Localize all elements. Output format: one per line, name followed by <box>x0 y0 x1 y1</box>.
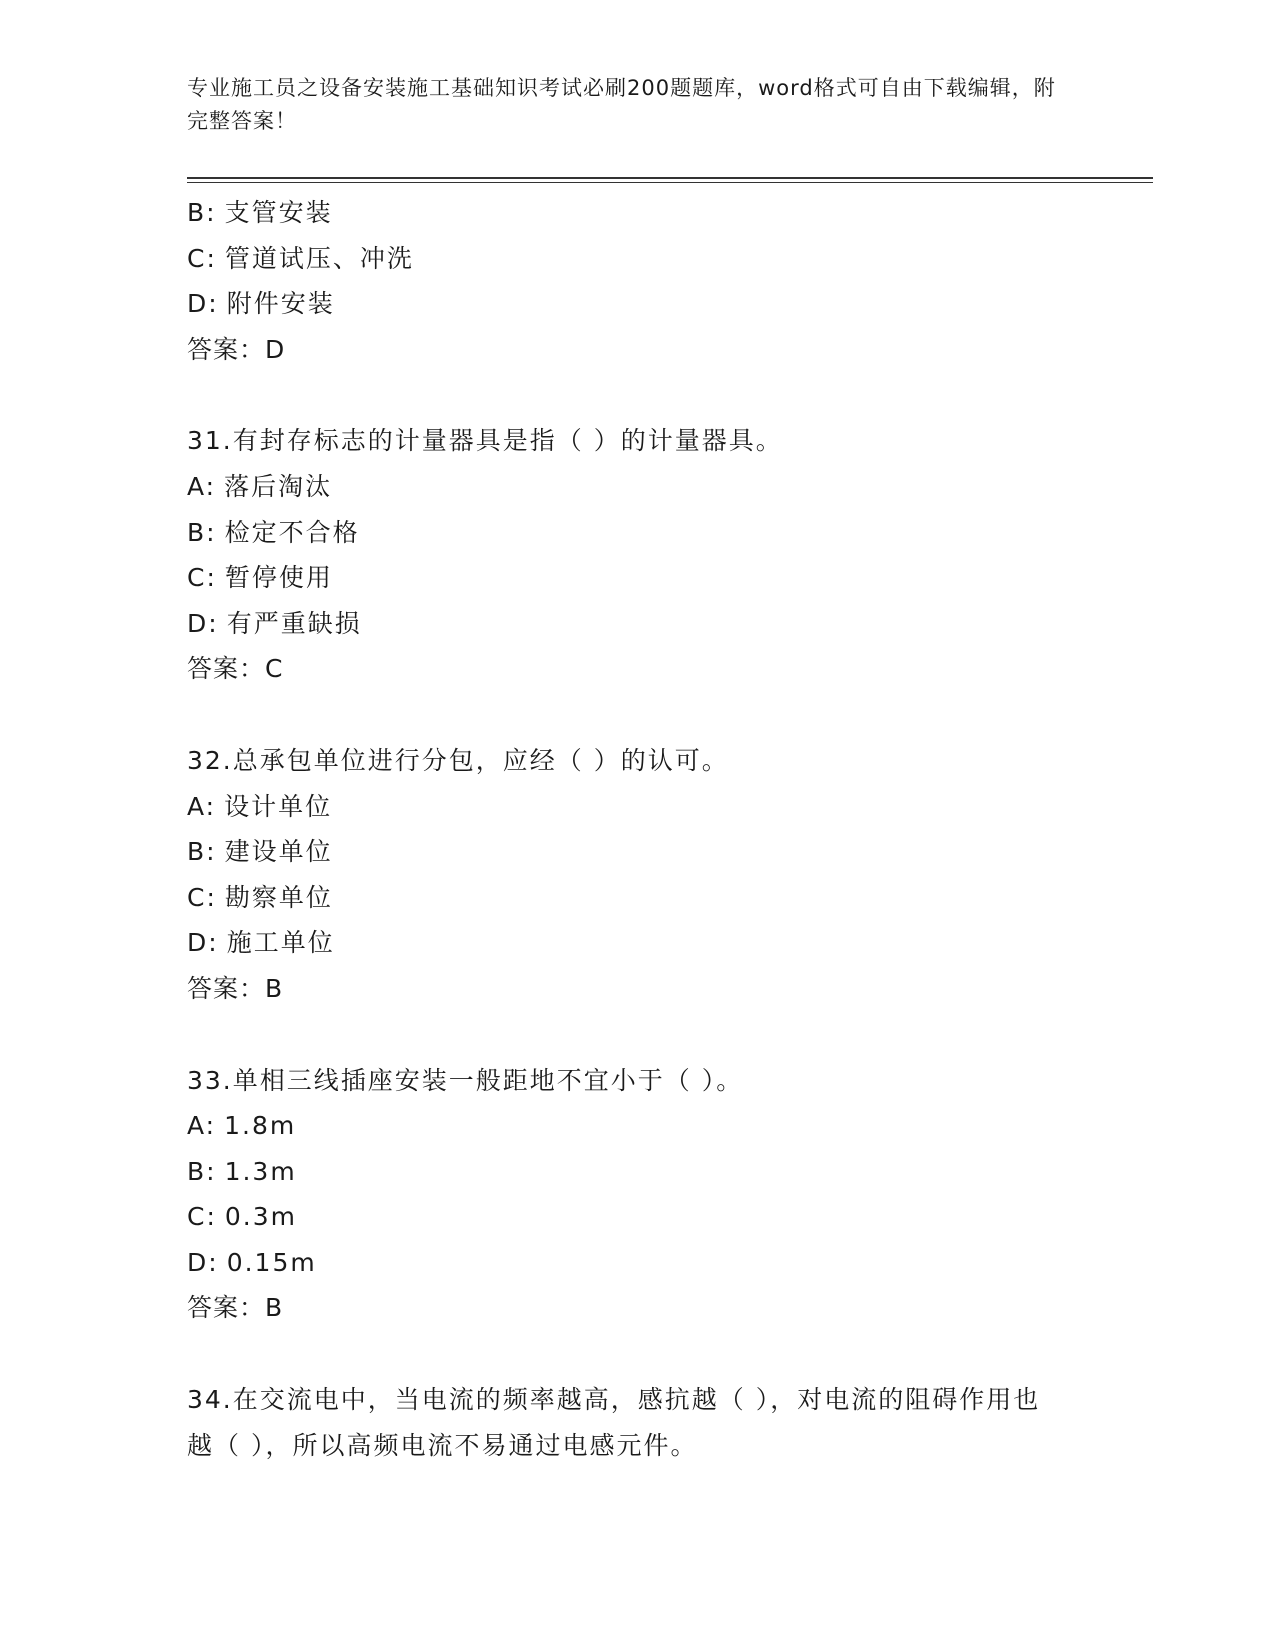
answer-value: B <box>265 1293 284 1323</box>
option-text: 1.3m <box>224 1156 297 1186</box>
answer-prefix: 答案： <box>187 1293 266 1323</box>
option-text: 检定不合格 <box>224 517 360 547</box>
header-divider-thick <box>187 177 1153 179</box>
option-text: 有严重缺损 <box>226 608 362 638</box>
answer-value: B <box>265 973 284 1003</box>
option-line <box>187 920 1087 966</box>
option-line <box>187 601 1087 647</box>
option-text: 附件安装 <box>226 289 335 319</box>
option-label: B: <box>187 517 217 547</box>
option-line <box>187 281 1087 327</box>
page-header <box>187 72 1067 138</box>
question-block <box>187 418 1087 692</box>
answer-value: D <box>265 334 286 364</box>
option-line <box>187 1103 1087 1149</box>
option-label: C: <box>187 882 217 912</box>
option-label: D: <box>187 1247 219 1277</box>
question-stem: 32.总承包单位进行分包，应经（ ）的认可。 <box>187 745 729 775</box>
question-content <box>187 190 1087 1468</box>
option-label: C: <box>187 563 217 593</box>
spacer <box>187 1331 1087 1377</box>
option-text: 0.15m <box>226 1247 317 1277</box>
header-divider-thin <box>187 182 1153 183</box>
answer-line <box>187 646 1087 692</box>
option-text: 1.8m <box>224 1111 297 1141</box>
answer-prefix: 答案： <box>187 973 266 1003</box>
option-line <box>187 829 1087 875</box>
option-text: 管道试压、冲洗 <box>224 243 414 273</box>
option-text: 勘察单位 <box>224 882 333 912</box>
option-label: B: <box>187 837 217 867</box>
option-line <box>187 190 1087 236</box>
option-line <box>187 236 1087 282</box>
spacer <box>187 1012 1087 1058</box>
option-text: 0.3m <box>224 1202 298 1232</box>
question-stem: 31.有封存标志的计量器具是指（ ）的计量器具。 <box>187 426 783 456</box>
option-line <box>187 464 1087 510</box>
question-block <box>187 738 1087 1012</box>
answer-line <box>187 966 1087 1012</box>
spacer <box>187 692 1087 738</box>
option-text: 施工单位 <box>226 928 335 958</box>
option-line <box>187 875 1087 921</box>
option-line <box>187 510 1087 556</box>
option-text: 暂停使用 <box>224 563 333 593</box>
option-line <box>187 784 1087 830</box>
answer-line <box>187 327 1087 373</box>
question-block <box>187 1058 1087 1332</box>
option-line <box>187 1149 1087 1195</box>
answer-prefix: 答案： <box>187 334 266 364</box>
question-block <box>187 1377 1087 1468</box>
option-label: A: <box>187 471 217 501</box>
option-text: 支管安装 <box>224 198 333 227</box>
answer-line <box>187 1285 1087 1331</box>
option-line <box>187 1240 1087 1286</box>
question-stem: 33.单相三线插座安装一般距地不宜小于（ ）。 <box>187 1065 744 1095</box>
document-title: 专业施工员之设备安装施工基础知识考试必刷200题题库，word格式可自由下载编辑，附完整答案！ <box>187 76 1056 133</box>
option-label: A: <box>187 1111 217 1141</box>
option-label: B: <box>187 1156 217 1186</box>
option-text: 落后淘汰 <box>224 471 333 501</box>
option-label: C: <box>187 1202 217 1232</box>
option-label: D: <box>187 289 219 319</box>
option-line <box>187 555 1087 601</box>
option-label: D: <box>187 928 219 958</box>
option-line <box>187 1194 1087 1240</box>
option-text: 建设单位 <box>224 837 333 867</box>
option-text: 设计单位 <box>224 791 333 821</box>
option-label: C: <box>187 243 217 273</box>
question-stem: 34.在交流电中，当电流的频率越高，感抗越（ ），对电流的阻碍作用也越（ ），所以高频电流不易通过电感元件。 <box>187 1385 1041 1460</box>
option-label: D: <box>187 608 219 638</box>
partial-question-block <box>187 190 1087 372</box>
spacer <box>187 372 1087 418</box>
option-label: A: <box>187 791 217 821</box>
option-label: B: <box>187 198 217 227</box>
answer-value: C <box>265 654 284 684</box>
answer-prefix: 答案： <box>187 654 266 684</box>
